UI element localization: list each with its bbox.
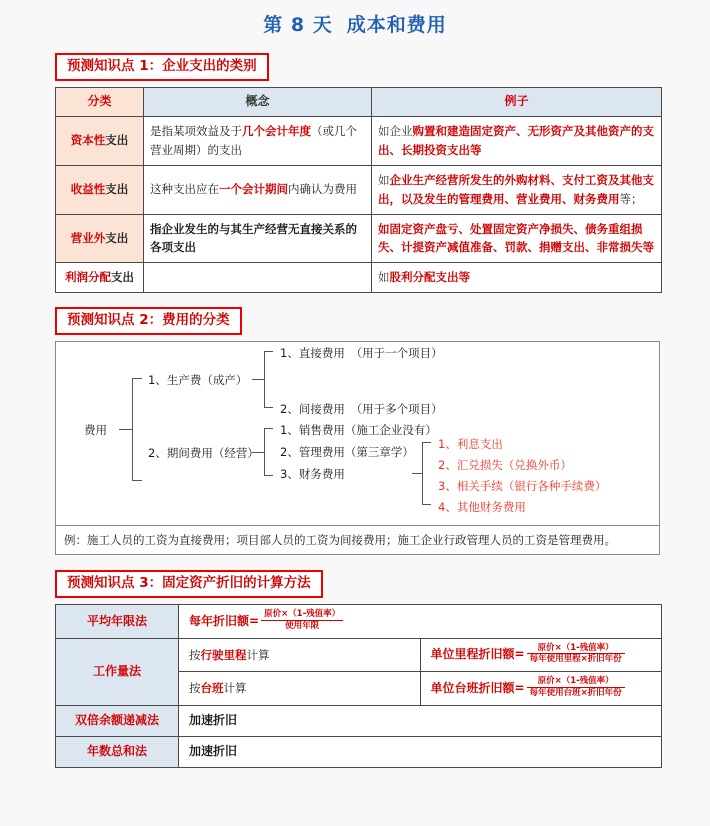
column-header-example: 例子 (372, 87, 662, 116)
category-suffix: 支出 (111, 270, 134, 285)
cell-example: 如企业生产经营所发生的外购材料、支付工资及其他支出，以及发生的管理费用、营业费用、财务费用等； (372, 165, 662, 214)
tree-leaf-finance-expense: 3、财务费用 (280, 467, 345, 482)
cell-category (56, 165, 144, 214)
tree-root-label: 费用 (84, 423, 107, 438)
tree-branch-2-label: 2、期间费用（经营） (148, 446, 259, 461)
section-heading-3: 预测知识点 3：固定资产折旧的计算方法 (55, 570, 323, 598)
formula-fraction: $\frac{\text{原价×（1-残值率）}}{\text{每年使用台班×折旧年份}}$ (527, 676, 625, 699)
cell-method: 双倍余额递减法 (56, 706, 179, 737)
tree-bracket-root (132, 378, 142, 481)
tree-connector (252, 379, 264, 380)
section-heading-3-wrap (55, 570, 710, 598)
cell-method: 年数总和法 (56, 736, 179, 767)
table-row (56, 263, 662, 293)
depreciation-method-table (55, 604, 662, 768)
table-header-row (56, 87, 662, 116)
table-row (56, 214, 662, 263)
category-keyword: 收益性 (70, 182, 106, 197)
tree-leaf-other-finance: 4、其他财务费用 (438, 500, 526, 515)
tree-leaf-selling-expense: 1、销售费用（施工企业没有） (280, 423, 437, 438)
cell-category (56, 263, 144, 293)
cell-category (56, 116, 144, 165)
page-title-main: 成本和费用 (346, 14, 447, 36)
category-keyword: 利润分配 (65, 270, 111, 285)
tree-branch-1-label: 1、生产费（成产） (148, 373, 248, 388)
table-row (56, 638, 662, 672)
tree-connector (412, 473, 422, 474)
cell-sub-method: 按行驶里程计算 (179, 638, 421, 672)
cell-formula: 加速折旧 (179, 736, 662, 767)
section-heading-1: 预测知识点 1：企业支出的类别 (55, 53, 269, 81)
category-suffix: 支出 (105, 133, 129, 148)
formula-label: 单位里程折旧额= (430, 647, 525, 662)
tree-bracket-branch-1 (264, 351, 273, 408)
tree-bracket-branch-2 (264, 428, 273, 476)
tree-bracket-finance (422, 442, 431, 505)
cell-method: 平均年限法 (56, 605, 179, 639)
tree-leaf-indirect-cost: 2、间接费用 （用于多个项目） (280, 402, 443, 417)
cell-concept: 指企业发生的与其生产经营无直接关系的各项支出 (144, 214, 372, 263)
formula-label: 每年折旧额= (189, 613, 260, 628)
cell-formula (179, 605, 662, 639)
page-title (0, 0, 710, 37)
cell-example: 如固定资产盘亏、处置固定资产净损失、债务重组损失、计提资产减值准备、罚款、捐赠支出、非常损失等 (372, 214, 662, 263)
tree-connector (119, 429, 132, 430)
table-row (56, 605, 662, 639)
cell-formula (420, 638, 662, 672)
expense-category-table (55, 87, 662, 294)
formula-fraction: $\frac{\text{原价×（1-残值率）}}{\text{每年使用里程×折旧年份}}$ (527, 643, 625, 666)
section-heading-1-wrap (55, 53, 710, 81)
cell-concept: 是指某项效益及于几个会计年度（或几个营业周期）的支出 (144, 116, 372, 165)
category-suffix: 支出 (105, 182, 129, 197)
category-keyword: 资本性 (70, 133, 106, 148)
category-keyword: 营业外 (70, 231, 106, 245)
formula-fraction: $\frac{\text{原价×（1-残值率）}}{\text{使用年限}}$ (261, 609, 343, 632)
cell-example: 如企业购置和建造固定资产、无形资产及其他资产的支出、长期投资支出等 (372, 116, 662, 165)
table-row (56, 116, 662, 165)
cell-formula (420, 672, 662, 706)
cell-formula: 加速折旧 (179, 706, 662, 737)
diagram-note: 例：施工人员的工资为直接费用；项目部人员的工资为间接费用；施工企业行政管理人员的工资是管理费用。 (55, 526, 660, 555)
cell-example: 如股利分配支出等 (372, 263, 662, 293)
tree-leaf-admin-expense: 2、管理费用（第三章学） (280, 445, 414, 460)
cell-category (56, 214, 144, 263)
cell-sub-method: 按台班计算 (179, 672, 421, 706)
cell-method: 工作量法 (56, 638, 179, 705)
tree-leaf-bank-fees: 3、相关手续（银行各种手续费） (438, 479, 607, 494)
tree-connector (252, 452, 264, 453)
category-suffix: 支出 (105, 231, 129, 245)
page-title-prefix: 第 8 天 (263, 14, 333, 36)
column-header-concept: 概念 (144, 87, 372, 116)
tree-leaf-exchange-loss: 2、汇兑损失（兑换外币） (438, 458, 572, 473)
section-heading-2-wrap (55, 307, 710, 335)
formula-label: 单位台班折旧额= (430, 680, 525, 695)
table-row (56, 736, 662, 767)
column-header-category: 分类 (56, 87, 144, 116)
table-row (56, 165, 662, 214)
table-row (56, 706, 662, 737)
cell-concept (144, 263, 372, 293)
cell-concept: 这种支出应在一个会计期间内确认为费用 (144, 165, 372, 214)
expense-classification-diagram (55, 341, 660, 526)
section-heading-2: 预测知识点 2：费用的分类 (55, 307, 242, 335)
tree-leaf-direct-cost: 1、直接费用 （用于一个项目） (280, 346, 443, 361)
tree-leaf-interest-expense: 1、利息支出 (438, 437, 503, 452)
